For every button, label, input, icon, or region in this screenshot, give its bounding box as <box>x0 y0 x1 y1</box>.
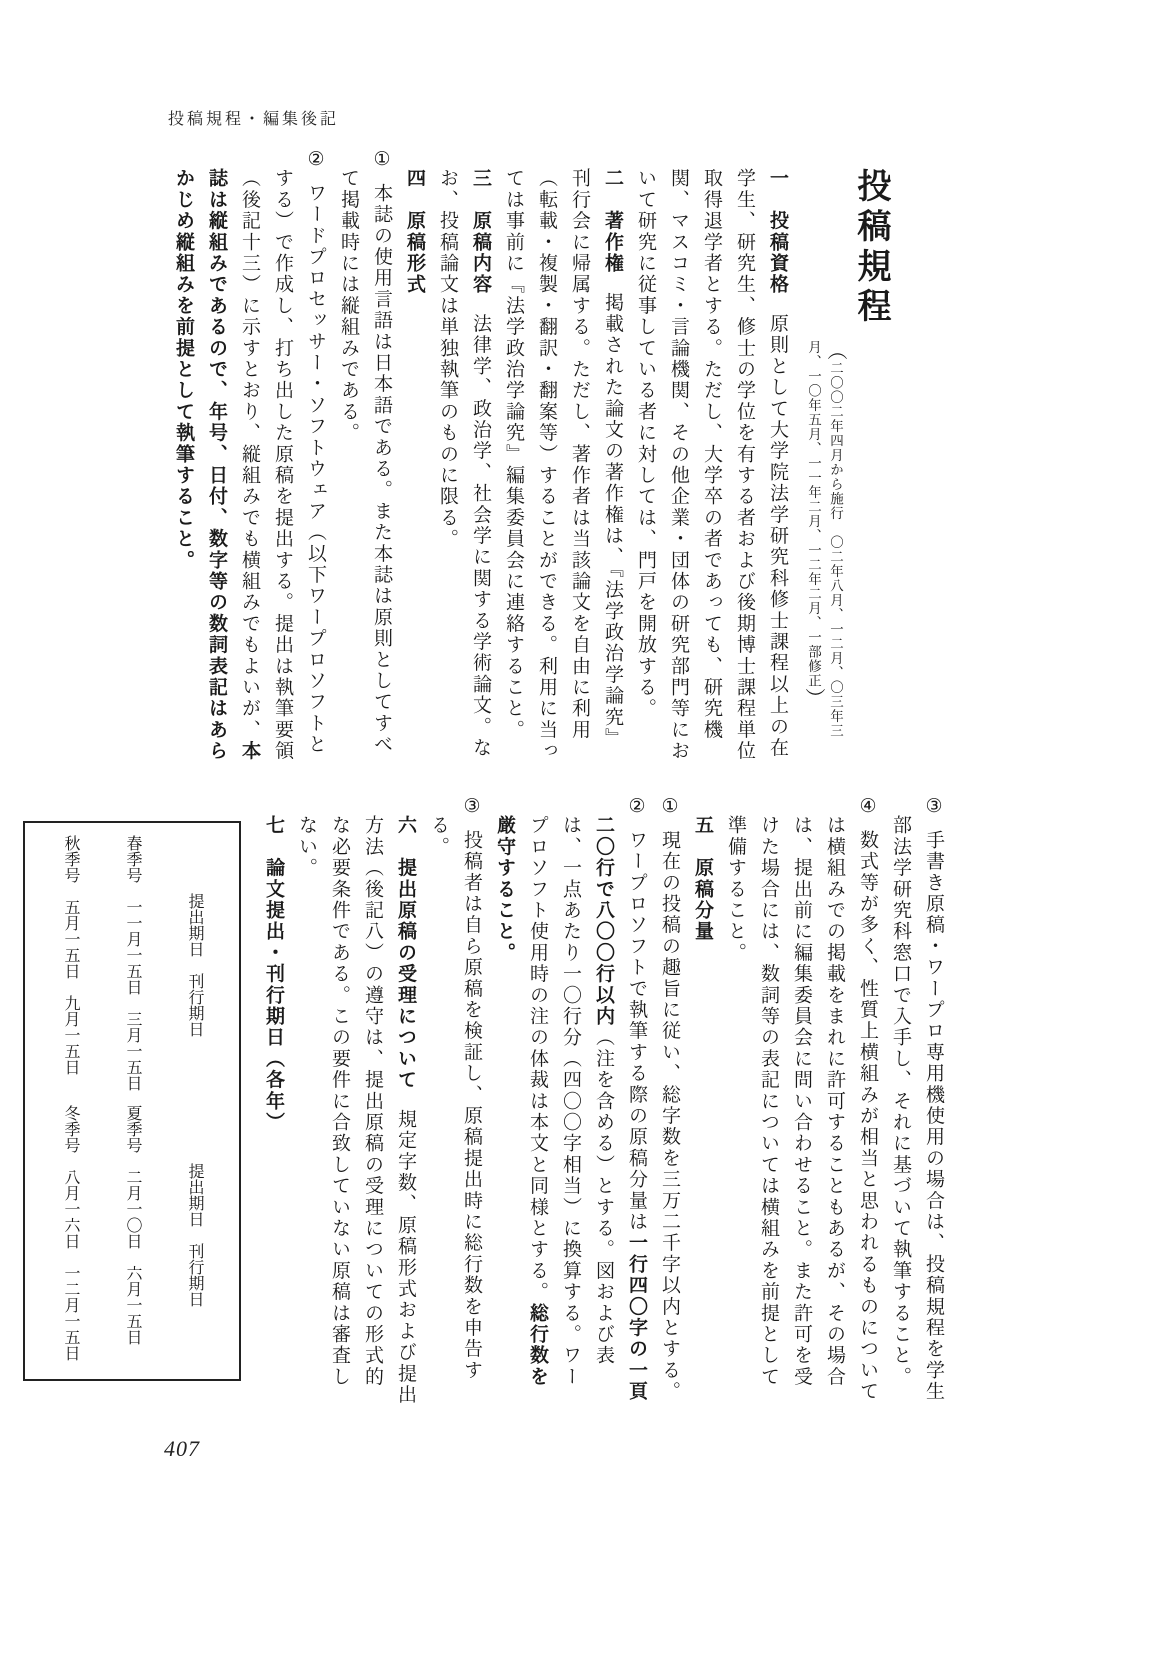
format-item-3-text: 手書き原稿・ワープロ専用機使用の場合は、投稿規程を学生部法学研究科窓口で入手し、それに基づいて執筆すること。 <box>890 815 944 1403</box>
volume-item-1-text: 現在の投稿の趣旨に従い、総字数を三万二千字以内とする。 <box>659 829 680 1403</box>
schedule-header-column <box>163 835 225 1367</box>
schedule-row-spring-summer <box>101 835 163 1367</box>
section-acceptance-heading: 六 提出原稿の受理について <box>395 815 416 1091</box>
volume-item-2-emphasis-1: 一行四〇字の一頁二〇行で八〇〇行以内 <box>593 815 647 1403</box>
revision-note <box>802 340 846 752</box>
format-item-2-emphasis: 本誌は縦組みであるので、年号、日付、数字等の数詞表記はあらかじめ縦組みを前提として執筆すること。 <box>173 168 260 762</box>
schedule-cell-autumn: 秋季号 五月一五日 九月一五日 <box>62 835 79 1075</box>
volume-item-1 <box>653 795 686 1407</box>
section-qualification-body: 原則として大学院法学研究科修士課程以上の在学生、研究生、修士の学位を有する者および後期博士課程単位取得退学者とする。ただし、大学卒の者であっても、研究機関、マスコミ・言論機関、その他企業・団体の研究部門等において研究に従事している者に対しては、門戸を開放する。 <box>635 168 788 762</box>
schedule-header-group1: 提出期日 刊行期日 <box>186 892 203 1037</box>
close-paren: ） <box>802 688 824 709</box>
schedule-header-group2: 提出期日 刊行期日 <box>186 1162 203 1307</box>
item-number: ① <box>659 795 680 820</box>
section-volume-heading: 五 原稿分量 <box>692 815 713 943</box>
upper-text-block <box>154 148 894 770</box>
item-number: ③ <box>461 795 482 820</box>
section-deadlines-heading: 七 論文提出・刊行期日（各年） <box>263 815 284 1133</box>
section-acceptance-body: 規定字数、原稿形式および提出方法（後記八）の遵守は、提出原稿の受理についての形式的な必要条件である。この要件に合致していない原稿は審査しない。 <box>296 815 416 1406</box>
open-paren: （ <box>824 340 846 361</box>
section-content <box>431 168 497 770</box>
lower-text-block <box>62 795 950 1407</box>
format-item-4-text: 数式等が多く、性質上横組みが相当と思われるものについては横組みでの掲載をまれに許可することもあるが、その場合は、提出前に編集委員会に問い合わせること。また許可を受けた場合には、数詞等の表記については横組みを前提として準備すること。 <box>725 815 878 1403</box>
schedule-cell-spring: 春季号 一一月一五日 三月一五日 <box>124 835 141 1091</box>
format-item-1-text: 本誌の使用言語は日本語である。また本誌は原則としてすべて掲載時には縦組みである。 <box>338 168 392 756</box>
item-number: ③ <box>923 795 944 820</box>
title-block <box>802 168 894 770</box>
schedule-cell-winter: 冬季号 八月一六日 一二月一五日 <box>62 1105 79 1361</box>
volume-item-2 <box>488 795 653 1407</box>
volume-item-2-text-mid: （注を含める）とする。図および表は、一点あたり一〇行分（四〇〇字相当）に換算する。ワープロソフト使用時の注の体裁は本文と同様とする。 <box>527 815 614 1388</box>
item-number: ④ <box>857 795 878 820</box>
document-title: 投稿規程 <box>852 168 889 328</box>
volume-item-2-text-pre: ワープロソフトで執筆する際の原稿分量は <box>626 829 647 1233</box>
schedule-cell-summer: 夏季号 二月一〇日 六月一五日 <box>124 1105 141 1345</box>
item-number: ② <box>626 795 647 820</box>
section-content-body: 法律学、政治学、社会学に関する学術論文。なお、投稿論文は単独執筆のものに限る。 <box>437 168 491 759</box>
section-qualification-heading: 一 投稿資格 <box>767 168 788 296</box>
page-number: 407 <box>164 1436 200 1461</box>
volume-item-2-emphasis-2: 総行数を厳守すること。 <box>494 815 548 1388</box>
format-item-2 <box>167 148 332 770</box>
format-item-4 <box>719 795 884 1407</box>
format-item-3 <box>884 795 950 1407</box>
section-content-heading: 三 原稿内容 <box>470 168 491 296</box>
section-qualification <box>629 168 794 770</box>
item-number: ① <box>371 148 392 173</box>
item-number: ② <box>305 148 326 173</box>
revision-note-text: 二〇〇二年四月から施行 〇二年八月、一二月、〇三年三月、一〇年五月、一一年二月、一二年二月、一部修正 <box>806 340 843 738</box>
format-item-1 <box>332 148 398 770</box>
section-format-heading: 四 原稿形式 <box>404 168 425 296</box>
section-copyright-heading: 二 著作権 <box>602 168 623 274</box>
schedule-table <box>23 821 241 1381</box>
section-copyright-body: 掲載された論文の著作権は、『法学政治学論究』刊行会に帰属する。ただし、著作者は当該論文を自由に利用（転載・複製・翻訳・翻案等）することができる。利用に当っては事前に『法学政治学論究』編集委員会に連絡すること。 <box>503 168 623 762</box>
format-item-2-text: ワードプロセッサー・ソフトウェア（以下ワープロソフトとする）で作成し、打ち出した原稿を提出する。提出は執筆要領（後記十三）に示すとおり、縦組みでも横組みでもよいが、 <box>239 168 326 762</box>
section-copyright <box>497 168 629 770</box>
section-acceptance <box>290 815 422 1407</box>
schedule-row-autumn-winter <box>39 835 101 1367</box>
running-head: 投稿規程・編集後記 <box>168 111 340 128</box>
volume-item-3 <box>422 795 488 1407</box>
volume-item-3-text: 投稿者は自ら原稿を検証し、原稿提出時に総行数を申告する。 <box>428 815 482 1381</box>
